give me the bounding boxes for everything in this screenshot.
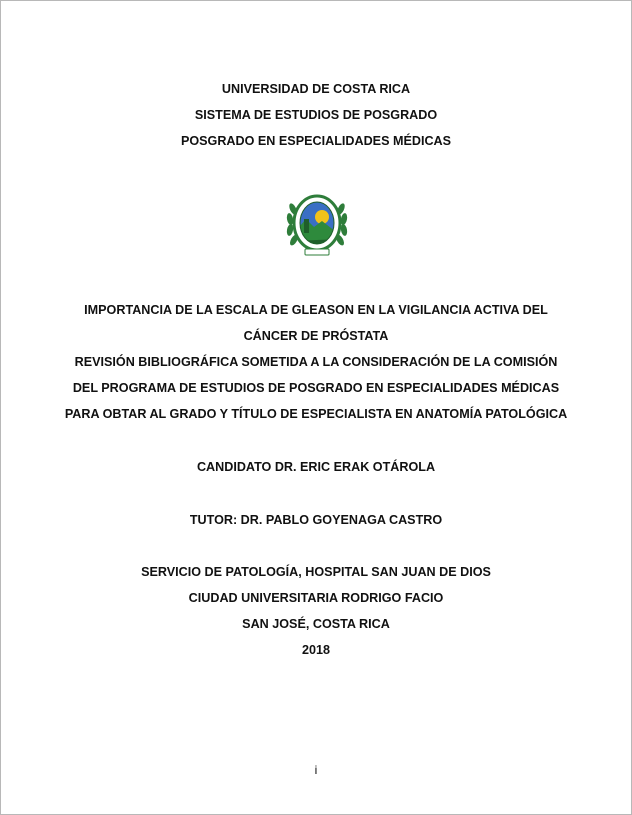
thesis-title-line-4: DEL PROGRAMA DE ESTUDIOS DE POSGRADO EN ESPECIALIDADES MÉDICAS: [72, 381, 560, 395]
year: 2018: [301, 643, 331, 657]
campus-name: CIUDAD UNIVERSITARIA RODRIGO FACIO: [188, 591, 444, 605]
university-seal-icon: [284, 189, 350, 259]
service-location: SERVICIO DE PATOLOGÍA, HOSPITAL SAN JUAN DE DIOS: [141, 565, 491, 579]
thesis-title-line-1: IMPORTANCIA DE LA ESCALA DE GLEASON EN LA VIGILANCIA ACTIVA DEL: [84, 303, 548, 317]
city-country: SAN JOSÉ, COSTA RICA: [242, 617, 390, 631]
thesis-title-line-5: PARA OBTAR AL GRADO Y TÍTULO DE ESPECIALISTA EN ANATOMÍA PATOLÓGICA: [64, 407, 568, 421]
graduate-program: POSGRADO EN ESPECIALIDADES MÉDICAS: [180, 134, 452, 148]
page-number: i: [314, 763, 318, 777]
university-name: UNIVERSIDAD DE COSTA RICA: [221, 82, 411, 96]
thesis-title-line-3: REVISIÓN BIBLIOGRÁFICA SOMETIDA A LA CONSIDERACIÓN DE LA COMISIÓN: [74, 355, 558, 369]
thesis-title-line-2: CÁNCER DE PRÓSTATA: [243, 329, 389, 343]
graduate-system: SISTEMA DE ESTUDIOS DE POSGRADO: [194, 108, 438, 122]
tutor-name: TUTOR: DR. PABLO GOYENAGA CASTRO: [189, 513, 443, 527]
candidate-name: CANDIDATO DR. ERIC ERAK OTÁROLA: [196, 460, 436, 474]
